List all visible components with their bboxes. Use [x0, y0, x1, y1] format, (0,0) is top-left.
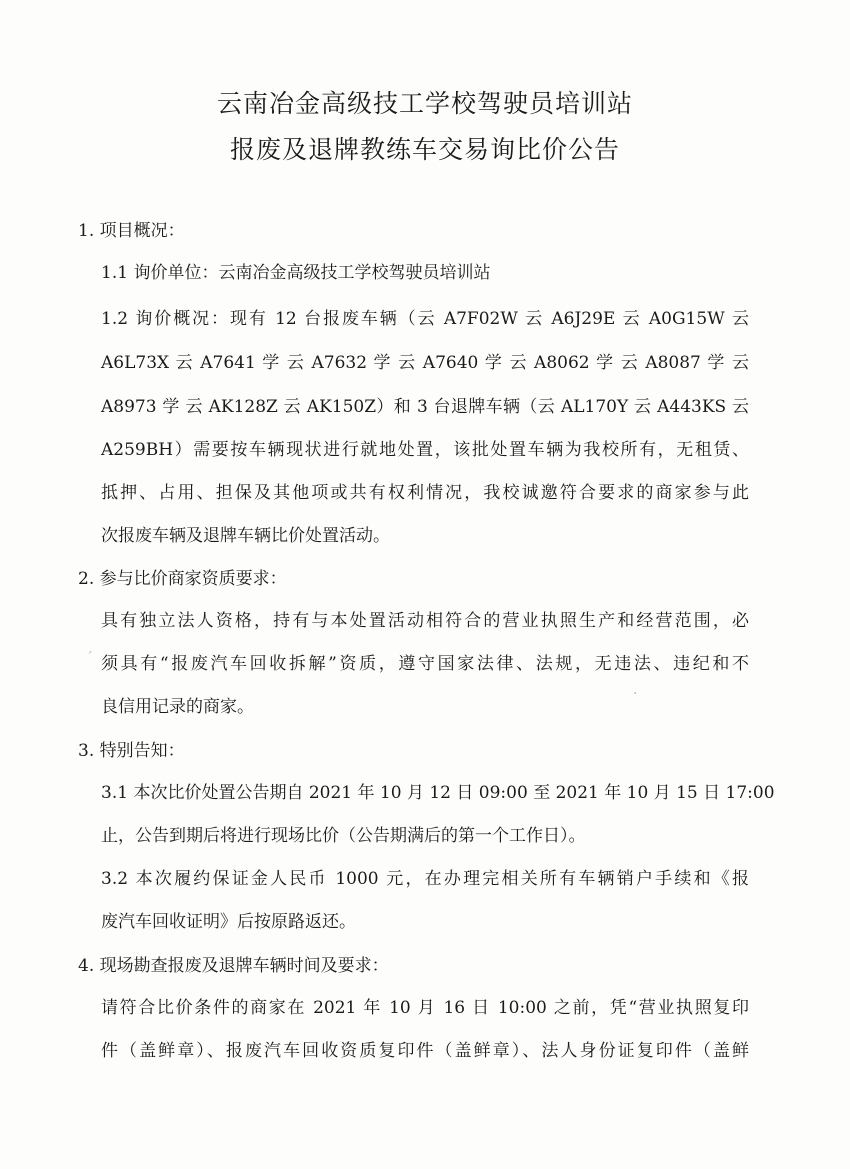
section-2-line-1: 具有独立法人资格，持有与本处置活动相符合的营业执照生产和经营范围，必 — [101, 611, 749, 631]
scan-speck: · — [633, 686, 638, 702]
section-1-2-line-5: 抵押、占用、担保及其他项或共有权利情况，我校诚邀符合要求的商家参与此 — [101, 483, 749, 503]
section-4-line-1: 请符合比价条件的商家在 2021 年 10 月 16 日 10:00 之前，凭“营业执照复印 — [101, 998, 749, 1018]
section-2-line-2: 须具有“报废汽车回收拆解”资质，遵守国家法律、法规，无违法、违纪和不 — [101, 654, 749, 674]
section-3-1-line-2: 止，公告到期后将进行现场比价（公告期满后的第一个工作日）。 — [101, 826, 586, 846]
section-4-heading: 4. 现场勘查报废及退牌车辆时间及要求： — [78, 956, 389, 976]
section-1-heading: 1. 项目概况： — [78, 221, 185, 241]
section-3-1-line-1: 3.1 本次比价处置公告期自 2021 年 10 月 12 日 09:00 至 2021 年 10 月 15 日 17:00 — [101, 783, 775, 803]
section-1-2-line-4: A259BH）需要按车辆现状进行就地处置，该批处置车辆为我校所有，无租赁、 — [101, 440, 749, 460]
document-title-line-1: 云南冶金高级技工学校驾驶员培训站 — [216, 89, 633, 118]
section-3-2-line-1: 3.2 本次履约保证金人民币 1000 元，在办理完相关所有车辆销户手续和《报 — [101, 869, 749, 889]
section-2-line-3: 良信用记录的商家。 — [101, 697, 254, 717]
section-1-2-line-1: 1.2 询价概况：现有 12 台报废车辆（云 A7F02W 云 A6J29E 云 A0G15W 云 — [101, 309, 749, 329]
section-3-2-line-2: 废汽车回收证明》后按原路返还。 — [101, 912, 356, 932]
section-3-heading: 3. 特别告知： — [78, 741, 185, 761]
section-1-2-line-2: A6L73X 云 A7641 学 云 A7632 学 云 A7640 学 云 A8062 学 云 A8087 学 云 — [101, 353, 749, 373]
scan-speck: ˊ — [86, 650, 93, 666]
section-2-heading: 2. 参与比价商家资质要求： — [78, 569, 287, 589]
section-1-2-line-6: 次报废车辆及退牌车辆比价处置活动。 — [101, 526, 390, 546]
section-1-1-text: 1.1 询价单位：云南冶金高级技工学校驾驶员培训站 — [101, 263, 491, 283]
document-title-line-2: 报废及退牌教练车交易询比价公告 — [229, 135, 620, 164]
section-1-2-line-3: A8973 学 云 AK128Z 云 AK150Z）和 3 台退牌车辆（云 AL170Y 云 A443KS 云 — [101, 397, 749, 417]
section-4-line-2: 件（盖鲜章）、报废汽车回收资质复印件（盖鲜章）、法人身份证复印件（盖鲜 — [101, 1041, 749, 1061]
